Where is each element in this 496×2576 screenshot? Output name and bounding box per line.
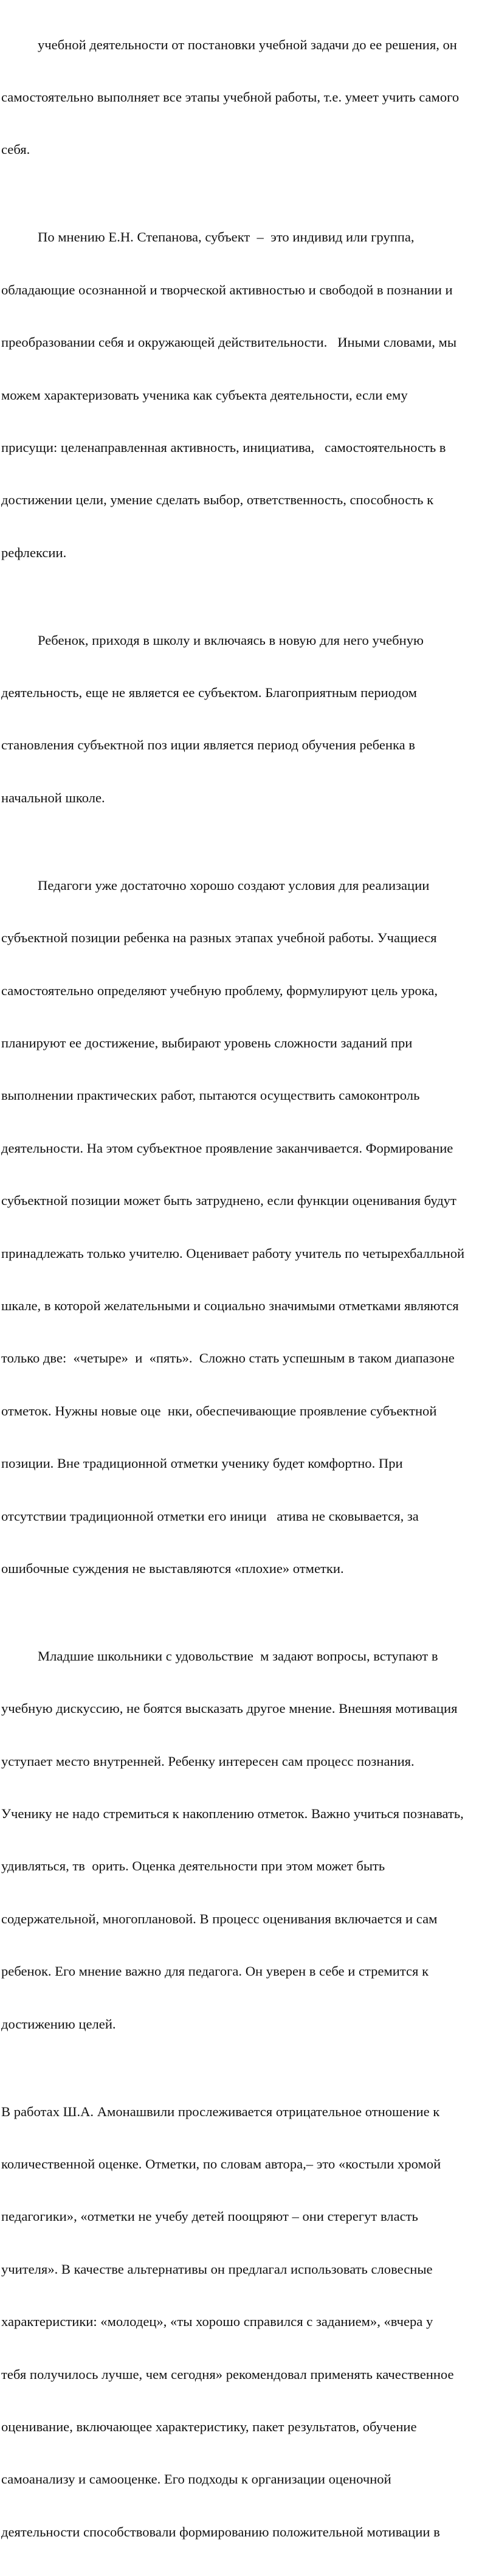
text-line: деятельности способствовали формированию положительной мотивации в <box>1 2524 440 2540</box>
text-line: планируют ее достижение, выбирают уровень сложности заданий при <box>1 1035 413 1051</box>
text-line: содержательной, многоплановой. В процесс оценивания включается и сам <box>1 1911 438 1926</box>
text-line: учителя». В качестве альтернативы он предлагал использовать словесные <box>1 2261 433 2277</box>
text-line: уступает место внутренней. Ребенку интересен сам процесс познания. <box>1 1753 415 1769</box>
paragraph-child-school <box>1 597 496 842</box>
text-line: присущи: целенаправленная активность, инициатива, самостоятельность в <box>1 439 446 455</box>
text-line: характеристики: «молодец», «ты хорошо справился с заданием», «вчера у <box>1 2314 433 2330</box>
text-line: Педагоги уже достаточно хорошо создают условия для реализации <box>38 877 430 893</box>
paragraph-stepanov <box>1 194 496 597</box>
text-line: шкале, в которой желательными и социально значимыми отметками являются <box>1 1297 459 1313</box>
text-line: В работах Ш.А. Амонашвили прослеживается отрицательное отношение к <box>1 2103 440 2119</box>
text-line: учебную дискуссию, не боятся высказать другое мнение. Внешняя мотивация <box>1 1701 458 1717</box>
text-line: себя. <box>1 142 30 158</box>
text-line: По мнению Е.Н. Степанова, субъект – это индивид или группа, <box>38 229 415 245</box>
text-line: становления субъектной поз иции является период обучения ребенка в <box>1 737 415 753</box>
text-line: рефлексии. <box>1 544 67 560</box>
text-line: позиции. Вне традиционной отметки ученику будет комфортно. При <box>1 1456 403 1471</box>
text-line: начальной школе. <box>1 790 105 805</box>
text-line: выполнении практических работ, пытаются осуществить самоконтроль <box>1 1088 420 1103</box>
text-line: количественной оценке. Отметки, по словам автора,– это «костыли хромой <box>1 2156 441 2172</box>
text-line: субъектной позиции ребенка на разных этапах учебной работы. Учащиеся <box>1 930 437 946</box>
text-line: ошибочные суждения не выставляются «плохие» отметки. <box>1 1560 344 1576</box>
text-line: оценивание, включающее характеристику, пакет результатов, обучение <box>1 2418 417 2434</box>
text-line: достижении цели, умение сделать выбор, ответственность, способность к <box>1 492 434 508</box>
text-line: самостоятельно выполняет все этапы учебной работы, т.е. умеет учить самого <box>1 89 460 105</box>
text-line: Ученику не надо стремиться к накоплению отметок. Важно учиться познавать, <box>1 1806 464 1822</box>
text-line: обладающие осознанной и творческой активностью и свободой в познании и <box>1 282 453 297</box>
text-line: деятельность, еще не является ее субъектом. Благоприятным периодом <box>1 685 417 701</box>
text-line: учебной деятельности от постановки учебной задачи до ее решения, он <box>38 36 457 52</box>
text-line: ребенок. Его мнение важно для педагога. Он уверен в себе и стремится к <box>1 1963 429 1979</box>
text-line: субъектной позиции может быть затруднено, если функции оценивания будут <box>1 1193 456 1209</box>
paragraph-schoolchildren <box>1 1613 496 2068</box>
text-line: тебя получилось лучше, чем сегодня» рекомендовал применять качественное <box>1 2366 454 2382</box>
text-line: достижению целей. <box>1 2016 116 2032</box>
text-line: педагогики», «отметки не учебу детей поощряют – они стерегут власть <box>1 2209 418 2224</box>
paragraph-amonashvili <box>1 2068 496 2576</box>
text-line: деятельности. На этом субъектное проявление заканчивается. Формирование <box>1 1140 453 1156</box>
text-line: преобразовании себя и окружающей действительности. Иными словами, мы <box>1 335 457 350</box>
text-line: отсутствии традиционной отметки его иници атива не сковывается, за <box>1 1508 419 1524</box>
text-line: самоанализу и самооценке. Его подходы к организации оценочной <box>1 2471 391 2487</box>
text-line: можем характеризовать ученика как субъекта деятельности, если ему <box>1 387 408 403</box>
text-line: отметок. Нужны новые оце нки, обеспечивающие проявление субъектной <box>1 1403 437 1418</box>
text-line: Младшие школьники с удовольствие м задают вопросы, вступают в <box>38 1648 438 1664</box>
text-line: только две: «четыре» и «пять». Сложно стать успешным в таком диапазоне <box>1 1350 455 1366</box>
text-line: самостоятельно определяют учебную проблему, формулируют цель урока, <box>1 982 438 998</box>
text-line: Ребенок, приходя в школу и включаясь в новую для него учебную <box>38 632 424 648</box>
text-line: удивляться, тв орить. Оценка деятельности при этом может быть <box>1 1858 385 1874</box>
text-line: принадлежать только учителю. Оценивает работу учитель по четырехбалльной <box>1 1245 465 1261</box>
paragraph-teachers <box>1 842 496 1613</box>
paragraph-continuation <box>1 1 496 194</box>
